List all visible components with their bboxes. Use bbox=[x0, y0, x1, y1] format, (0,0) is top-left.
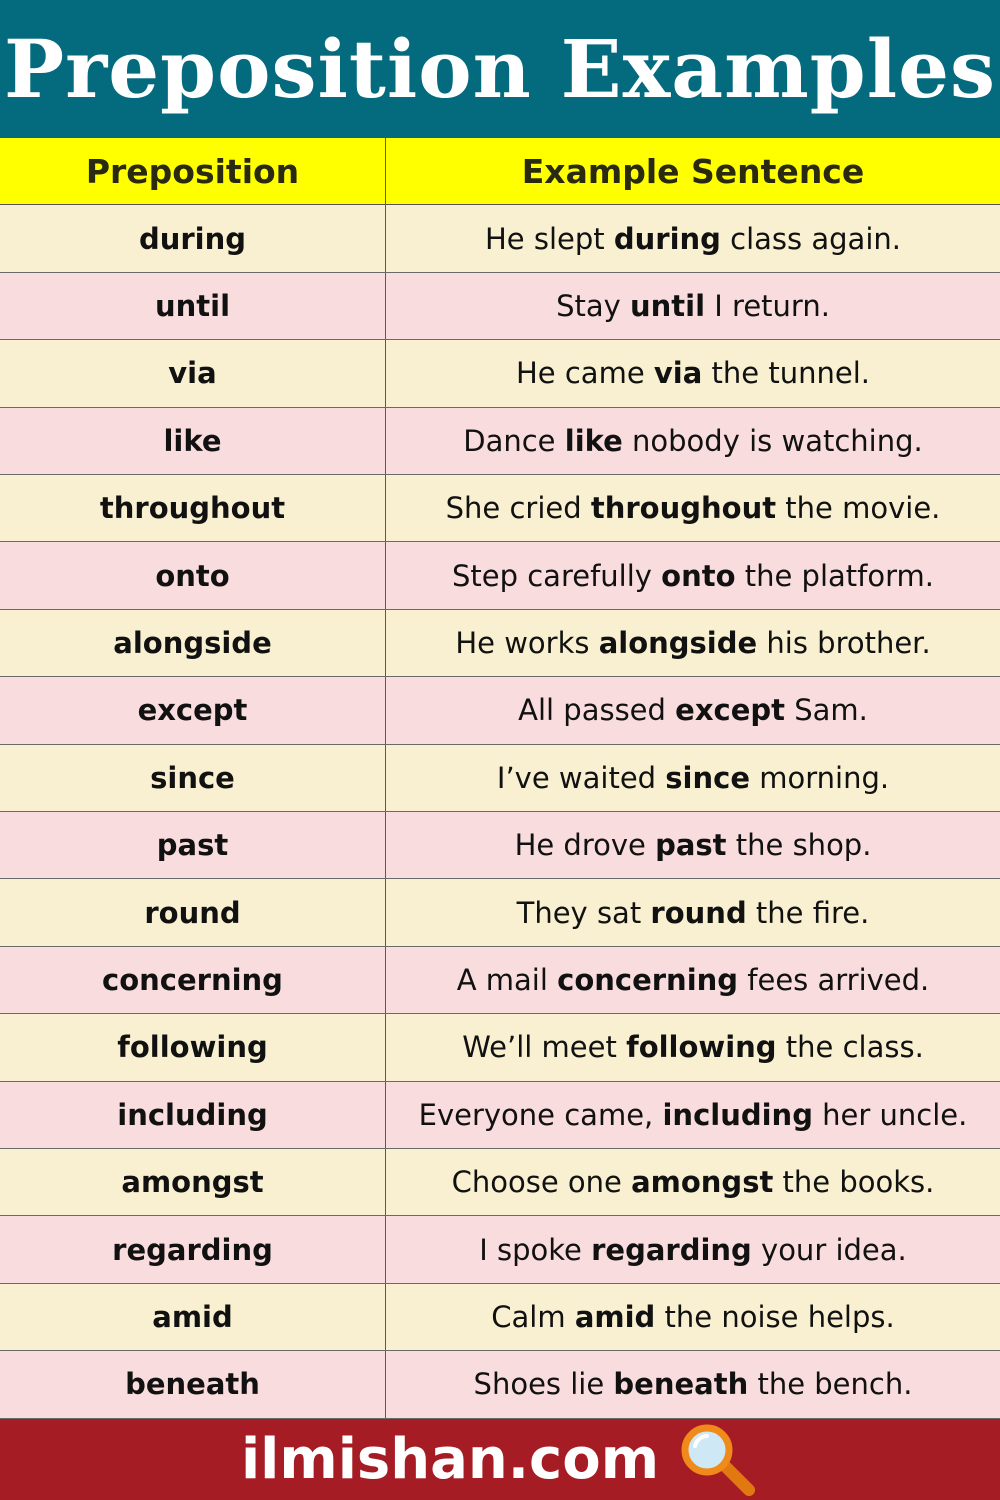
sentence-preposition: past bbox=[655, 828, 727, 863]
sentence-start: She cried bbox=[445, 491, 591, 526]
sentence-start: He came bbox=[516, 356, 654, 391]
sentence-start: Stay bbox=[556, 288, 630, 323]
sentence-preposition: amid bbox=[574, 1299, 656, 1334]
example-sentence-cell bbox=[386, 340, 1000, 406]
page-header bbox=[0, 0, 1000, 138]
preposition-cell: except bbox=[0, 677, 386, 743]
sentence-start: They sat bbox=[516, 895, 651, 930]
sentence-end: the tunnel. bbox=[702, 356, 870, 391]
sentence-preposition: alongside bbox=[598, 625, 758, 660]
sentence-start: Step carefully bbox=[451, 558, 662, 593]
preposition-cell: since bbox=[0, 745, 386, 811]
example-sentence-cell bbox=[386, 205, 1000, 271]
table-row bbox=[0, 1082, 1000, 1149]
magnifying-glass-icon bbox=[677, 1422, 759, 1498]
table-row bbox=[0, 1351, 1000, 1418]
sentence-preposition: onto bbox=[661, 558, 736, 593]
preposition-cell: like bbox=[0, 408, 386, 474]
sentence-end: your idea. bbox=[751, 1232, 907, 1267]
example-sentence-cell bbox=[386, 812, 1000, 878]
table-row bbox=[0, 745, 1000, 812]
sentence-start: A mail bbox=[456, 962, 558, 997]
example-sentence-cell bbox=[386, 677, 1000, 743]
table-row bbox=[0, 610, 1000, 677]
sentence-start: He works bbox=[455, 625, 599, 660]
preposition-cell: following bbox=[0, 1014, 386, 1080]
sentence-start: Calm bbox=[491, 1299, 575, 1334]
sentence-preposition: until bbox=[630, 288, 706, 323]
example-sentence-cell bbox=[386, 745, 1000, 811]
preposition-cell: beneath bbox=[0, 1351, 386, 1417]
preposition-cell: regarding bbox=[0, 1216, 386, 1282]
sentence-start: Everyone came, bbox=[418, 1097, 663, 1132]
sentence-end: the class. bbox=[776, 1030, 924, 1065]
example-sentence-cell bbox=[386, 1149, 1000, 1215]
example-sentence-cell bbox=[386, 273, 1000, 339]
sentence-end: the platform. bbox=[735, 558, 934, 593]
preposition-cell: via bbox=[0, 340, 386, 406]
example-sentence-cell bbox=[386, 408, 1000, 474]
table-row bbox=[0, 475, 1000, 542]
preposition-cell: amid bbox=[0, 1284, 386, 1350]
table-row bbox=[0, 1014, 1000, 1081]
sentence-start: He drove bbox=[514, 828, 656, 863]
page-footer bbox=[0, 1419, 1000, 1500]
table-row bbox=[0, 1149, 1000, 1216]
sentence-end: her uncle. bbox=[812, 1097, 968, 1132]
table-row bbox=[0, 947, 1000, 1014]
sentence-end: I return. bbox=[705, 288, 830, 323]
sentence-preposition: via bbox=[653, 356, 703, 391]
table-row bbox=[0, 879, 1000, 946]
example-sentence-cell bbox=[386, 1014, 1000, 1080]
sentence-preposition: including bbox=[662, 1097, 813, 1132]
column-header-preposition: Preposition bbox=[0, 138, 386, 204]
example-sentence-cell bbox=[386, 947, 1000, 1013]
preposition-cell: round bbox=[0, 879, 386, 945]
sentence-start: Choose one bbox=[451, 1165, 632, 1200]
table-row bbox=[0, 812, 1000, 879]
sentence-end: the bench. bbox=[748, 1367, 913, 1402]
sentence-end: class again. bbox=[720, 221, 901, 256]
example-sentence-cell bbox=[386, 1082, 1000, 1148]
sentence-end: his brother. bbox=[757, 625, 931, 660]
sentence-start: Shoes lie bbox=[473, 1367, 614, 1402]
preposition-cell: past bbox=[0, 812, 386, 878]
example-sentence-cell bbox=[386, 610, 1000, 676]
table-row bbox=[0, 1284, 1000, 1351]
preposition-cell: onto bbox=[0, 542, 386, 608]
table-row bbox=[0, 340, 1000, 407]
column-header-example-sentence: Example Sentence bbox=[521, 151, 865, 191]
sentence-preposition: round bbox=[650, 895, 747, 930]
example-sentence-cell bbox=[386, 542, 1000, 608]
preposition-cell: throughout bbox=[0, 475, 386, 541]
table-row bbox=[0, 542, 1000, 609]
sentence-end: morning. bbox=[750, 760, 890, 795]
sentence-start: All passed bbox=[518, 693, 676, 728]
example-sentence-cell bbox=[386, 879, 1000, 945]
sentence-end: the shop. bbox=[726, 828, 872, 863]
sentence-preposition: throughout bbox=[590, 491, 777, 526]
table-row bbox=[0, 205, 1000, 272]
sentence-end: the fire. bbox=[746, 895, 870, 930]
sentence-preposition: like bbox=[564, 423, 623, 458]
preposition-cell: including bbox=[0, 1082, 386, 1148]
table-row bbox=[0, 1216, 1000, 1283]
sentence-start: I’ve waited bbox=[496, 760, 666, 795]
example-sentence-cell bbox=[386, 1284, 1000, 1350]
preposition-cell: until bbox=[0, 273, 386, 339]
preposition-cell: alongside bbox=[0, 610, 386, 676]
table-header-row bbox=[0, 138, 1000, 205]
sentence-end: nobody is watching. bbox=[622, 423, 923, 458]
sentence-preposition: amongst bbox=[631, 1165, 774, 1200]
sentence-start: Dance bbox=[463, 423, 565, 458]
table-row bbox=[0, 273, 1000, 340]
example-sentence-cell bbox=[386, 1216, 1000, 1282]
preposition-cell: during bbox=[0, 205, 386, 271]
example-sentence-cell bbox=[386, 475, 1000, 541]
sentence-end: Sam. bbox=[785, 693, 868, 728]
sentence-end: the books. bbox=[773, 1165, 935, 1200]
sentence-start: I spoke bbox=[479, 1232, 592, 1267]
sentence-end: the noise helps. bbox=[655, 1299, 895, 1334]
page-title: Preposition Examples bbox=[3, 22, 997, 116]
example-sentence-cell bbox=[386, 1351, 1000, 1417]
preposition-cell: amongst bbox=[0, 1149, 386, 1215]
preposition-cell: concerning bbox=[0, 947, 386, 1013]
sentence-end: the movie. bbox=[776, 491, 941, 526]
sentence-start: We’ll meet bbox=[462, 1030, 627, 1065]
preposition-table bbox=[0, 138, 1000, 1419]
sentence-preposition: following bbox=[626, 1030, 777, 1065]
sentence-preposition: during bbox=[613, 221, 721, 256]
sentence-end: fees arrived. bbox=[738, 962, 930, 997]
sentence-preposition: except bbox=[675, 693, 786, 728]
table-row bbox=[0, 677, 1000, 744]
sentence-preposition: concerning bbox=[557, 962, 739, 997]
table-row bbox=[0, 408, 1000, 475]
sentence-preposition: regarding bbox=[591, 1232, 752, 1267]
sentence-start: He slept bbox=[485, 221, 614, 256]
site-name: ilmishan.com bbox=[240, 1427, 660, 1492]
sentence-preposition: beneath bbox=[613, 1367, 749, 1402]
sentence-preposition: since bbox=[665, 760, 751, 795]
